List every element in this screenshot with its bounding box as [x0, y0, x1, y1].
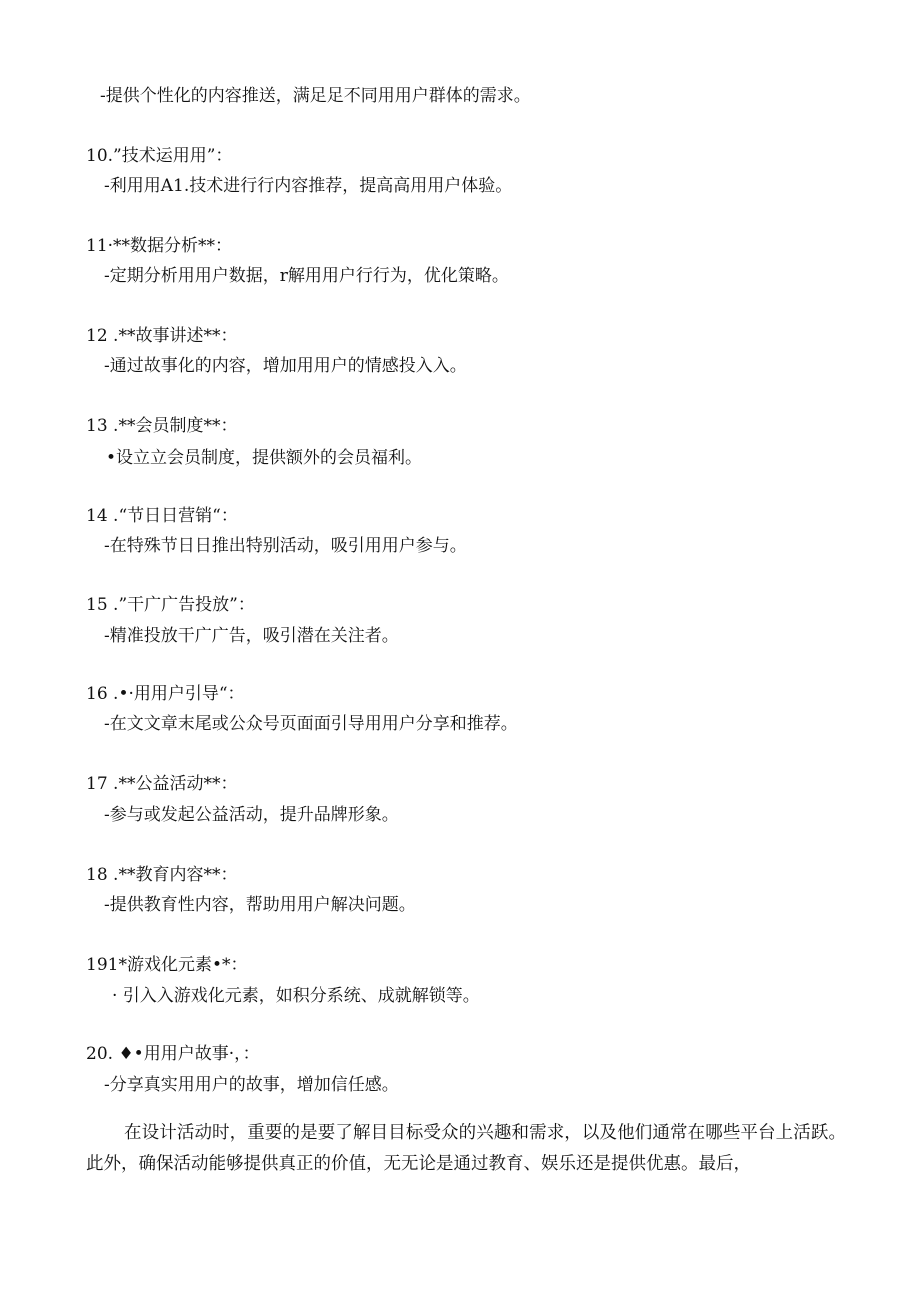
item-15-heading: 15 .”干广广告投放”： — [86, 595, 255, 615]
item-18-description: -提供教育性内容，帮助用用户解决问题。 — [104, 895, 416, 915]
item-13-description: •设立立会员制度，提供额外的会员福利。 — [106, 448, 423, 468]
item-10-description: -利用用A1.技术进行行内容推荐，提高高用用户体验。 — [104, 176, 513, 196]
item-12-description: -通过故事化的内容，增加用用户的情感投入入。 — [104, 356, 467, 376]
item-11-description: -定期分析用用户数据，r解用用户行行为，优化策略。 — [104, 266, 509, 286]
item-19-description: · 引入入游戏化元素，如积分系统、成就解锁等。 — [112, 986, 480, 1006]
item-14-description: -在特殊节日日推出特别活动，吸引用用户参与。 — [104, 536, 467, 556]
item-12-heading: 12 .**故事讲述**： — [86, 326, 238, 346]
item-17-description: -参与或发起公益活动，提升品牌形象。 — [104, 805, 399, 825]
item-11-heading: 11·**数据分析**： — [86, 236, 233, 256]
item-13-heading: 13 .**会员制度**： — [86, 416, 238, 436]
item-20-heading: 20. ♦•用用户故事·，： — [86, 1044, 260, 1064]
item-19-heading: 191*游戏化元素•*： — [86, 955, 248, 975]
item-16-heading: 16 .•·用用户引导“： — [86, 684, 245, 704]
item-9-description: -提供个性化的内容推送，满足足不同用用户群体的需求。 — [100, 86, 531, 106]
item-10-heading: 10.”技术运用用”： — [86, 146, 233, 166]
item-17-heading: 17 .**公益活动**： — [86, 774, 238, 794]
item-15-description: -精准投放干广广告，吸引潜在关注者。 — [104, 626, 399, 646]
item-16-description: -在文文章末尾或公众号页面面引导用用户分享和推荐。 — [104, 714, 518, 734]
closing-paragraph: 在设计活动时，重要的是要了解目目标受众的兴趣和需求，以及他们通常在哪些平台上活跃。此外，确保活动能够提供真正的价值，无无论是通过教育、娱乐还是提供优惠。最后， — [86, 1123, 846, 1174]
item-18-heading: 18 .**教育内容**： — [86, 865, 238, 885]
item-20-description: -分享真实用用户的故事，增加信任感。 — [104, 1075, 399, 1095]
item-14-heading: 14 .“节日日营销“： — [86, 506, 238, 526]
